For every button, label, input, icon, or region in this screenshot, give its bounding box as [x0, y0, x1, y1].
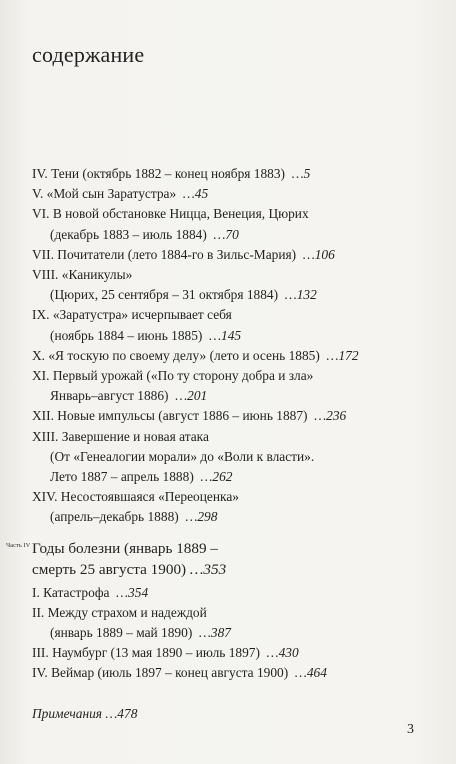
toc-entry-page: …236 — [314, 408, 347, 424]
toc-entry-title: X. «Я тоскую по своему делу» (лето и осень 1885) — [32, 347, 320, 363]
toc-entry — [32, 386, 432, 406]
notes-label: Примечания — [32, 705, 103, 721]
toc-entry — [32, 467, 432, 487]
toc-entry-title: (январь 1889 – май 1890) — [50, 625, 193, 641]
toc-entry — [32, 326, 432, 346]
toc-entry — [32, 663, 432, 683]
toc-entry — [32, 603, 432, 623]
toc-entry-title: (декабрь 1883 – июль 1884) — [50, 226, 207, 242]
toc-entry-title: (апрель–декабрь 1888) — [50, 509, 179, 525]
toc-entry — [32, 184, 432, 204]
toc-entry — [32, 406, 432, 426]
toc-entry-title: Лето 1887 – апрель 1888) — [50, 469, 194, 485]
toc-entry — [32, 643, 432, 663]
toc-entry-page: …262 — [200, 469, 233, 485]
toc-entry-title: VII. Почитатели (лето 1884-го в Зильс-Мария) — [32, 246, 297, 262]
toc-entry-title: XI. Первый урожай («По ту сторону добра и зла» — [32, 368, 314, 384]
part-title-line-1: Годы болезни (январь 1889 – — [32, 539, 218, 557]
toc-entry — [32, 583, 432, 603]
toc-entry-page: …201 — [175, 388, 208, 404]
toc-entry-title: V. «Мой сын Заратустра» — [32, 186, 177, 202]
toc-entry — [32, 366, 432, 386]
toc-entry-page: …387 — [198, 625, 231, 641]
toc-entry — [32, 265, 432, 285]
toc-entry-title: II. Между страхом и надеждой — [32, 604, 207, 620]
toc-entry — [32, 346, 432, 366]
toc-entry-page: …464 — [294, 665, 327, 681]
toc-entry-page: …145 — [209, 327, 242, 343]
toc-entry-page: …106 — [302, 246, 335, 262]
toc-entry-title: (ноябрь 1884 – июнь 1885) — [50, 327, 203, 343]
toc-entry-page: …132 — [284, 287, 317, 303]
toc-entry-title: (Цюрих, 25 сентября – 31 октября 1884) — [50, 287, 279, 303]
part-label: Часть IV — [6, 541, 31, 549]
toc-entry-page: …298 — [185, 509, 218, 525]
toc-entry — [32, 507, 432, 527]
toc-entry-title: IX. «Заратустра» исчерпывает себя — [32, 307, 232, 323]
toc-entry — [32, 305, 432, 325]
toc-entry-title: VI. В новой обстановке Ницца, Венеция, Цюрих — [32, 206, 309, 222]
page-heading: содержание — [32, 42, 145, 67]
toc-entry-title: XII. Новые импульсы (август 1886 – июнь 1887) — [32, 408, 308, 424]
toc-entry-page: …5 — [291, 166, 311, 181]
toc-entry — [32, 225, 432, 245]
toc-entry — [32, 164, 432, 184]
toc-entry-title: I. Катастрофа — [32, 584, 110, 600]
toc-entry-title: VIII. «Каникулы» — [32, 267, 133, 283]
toc-entry — [32, 285, 432, 305]
toc-entry-page: …354 — [116, 584, 149, 600]
toc-entry-page: …430 — [266, 645, 299, 661]
toc-entry-title: III. Наумбург (13 мая 1890 – июль 1897) — [32, 645, 260, 661]
toc-entry-title: XIII. Завершение и новая атака — [32, 428, 209, 444]
toc-entry-page: …45 — [182, 186, 209, 202]
toc-entry — [32, 487, 432, 507]
toc-entry-title: IV. Тени (октябрь 1882 – конец ноября 1883) — [32, 166, 286, 181]
page-number: 3 — [407, 722, 414, 737]
toc-entries-part-4 — [32, 583, 432, 684]
toc-entry-title: IV. Веймар (июль 1897 – конец августа 1900) — [32, 665, 289, 681]
toc-entry — [32, 427, 432, 447]
toc-entry-title: XIV. Несостоявшаяся «Переоценка» — [32, 489, 239, 505]
toc-entry — [32, 623, 432, 643]
toc-entry — [32, 204, 432, 224]
table-of-contents — [6, 164, 432, 724]
part-heading — [6, 538, 432, 581]
toc-entry-page: …172 — [326, 347, 359, 363]
toc-entry-title: Январь–август 1886) — [50, 388, 169, 404]
notes-page: …478 — [105, 705, 138, 721]
notes-entry — [32, 704, 432, 724]
toc-entry — [32, 245, 432, 265]
toc-entries — [32, 164, 432, 528]
toc-entry-title: (От «Генеалогии морали» до «Воли к власти». — [50, 448, 315, 464]
toc-entry — [32, 447, 432, 467]
toc-entry-page: …70 — [213, 226, 239, 242]
part-title-line-2: смерть 25 августа 1900) …353 — [32, 561, 227, 579]
